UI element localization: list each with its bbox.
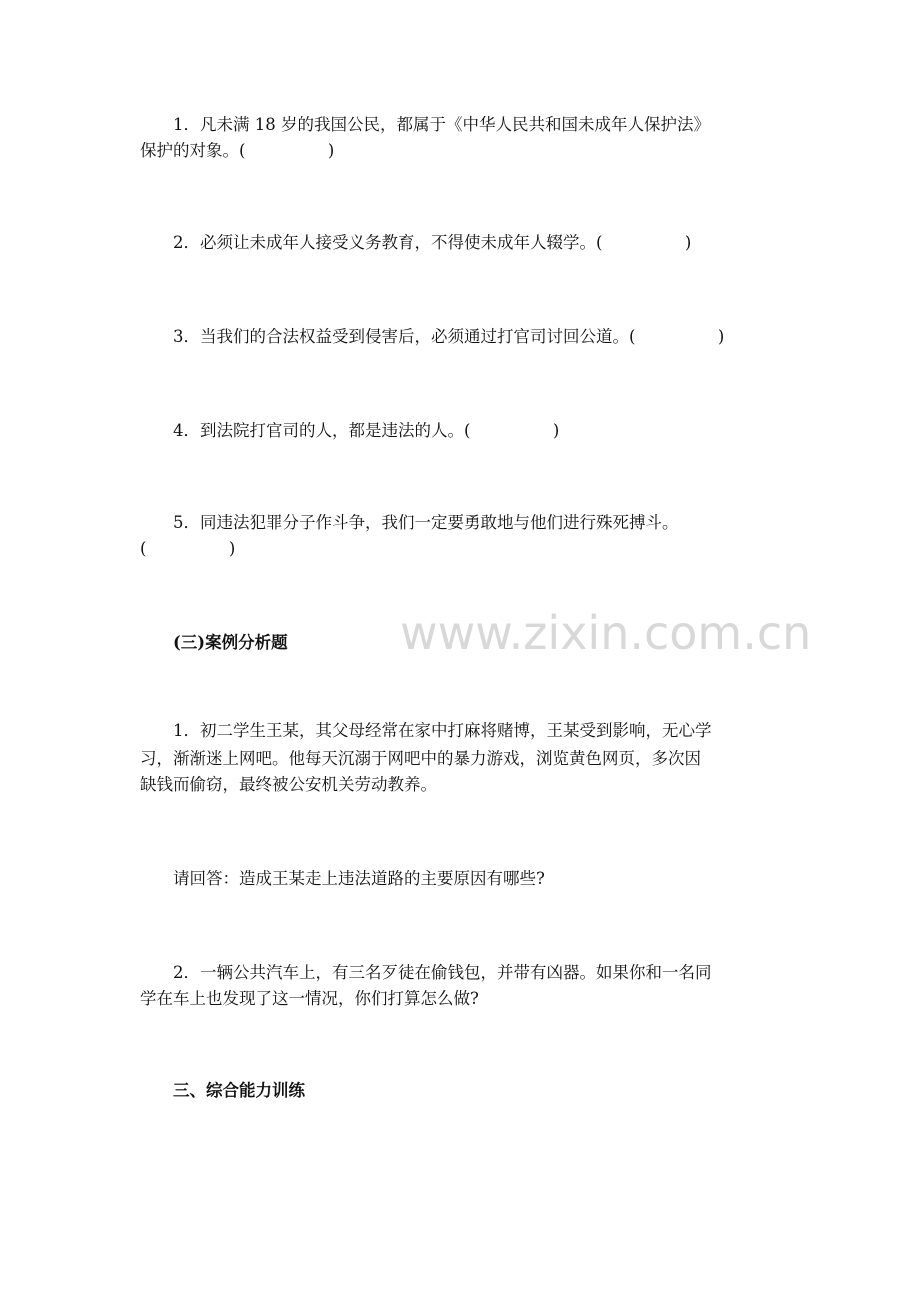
case-2-line2: 学在车上也发现了这一情况，你们打算怎么做? xyxy=(140,989,479,1008)
tf-item-3-line1: 3．当我们的合法权益受到侵害后，必须通过打官司讨回公道。( ) xyxy=(173,327,725,346)
case-2-line1: 2．一辆公共汽车上，有三名歹徒在偷钱包，并带有凶器。如果你和一名同 xyxy=(173,963,712,982)
case-1-line2: 习，渐渐迷上网吧。他每天沉溺于网吧中的暴力游戏，浏览黄色网页，多次因 xyxy=(140,749,701,768)
tf-item-4-line1: 4．到法院打官司的人，都是违法的人。( ) xyxy=(173,421,560,440)
tf-item-5-line2: ( ) xyxy=(140,539,236,558)
tf-item-1-line1: 1．凡未满 18 岁的我国公民，都属于《中华人民共和国未成年人保护法》 xyxy=(173,115,710,134)
tf-item-2-line1: 2．必须让未成年人接受义务教育，不得使未成年人辍学。( ) xyxy=(173,233,692,252)
tf-item-5-line1: 5．同违法犯罪分子作斗争，我们一定要勇敢地与他们进行殊死搏斗。 xyxy=(173,513,679,532)
case-1-line3: 缺钱而偷窃，最终被公安机关劳动教养。 xyxy=(140,775,437,794)
watermark: www.zixin.com.cn xyxy=(400,606,812,660)
tf-item-1-line2: 保护的对象。( ) xyxy=(140,141,335,160)
section-heading-case-analysis: (三)案例分析题 xyxy=(173,633,288,652)
section-heading-ability-training: 三、综合能力训练 xyxy=(173,1081,305,1100)
case-1-question: 请回答：造成王某走上违法道路的主要原因有哪些? xyxy=(173,869,545,888)
case-1-line1: 1．初二学生王某，其父母经常在家中打麻将赌博，王某受到影响，无心学 xyxy=(173,721,712,740)
